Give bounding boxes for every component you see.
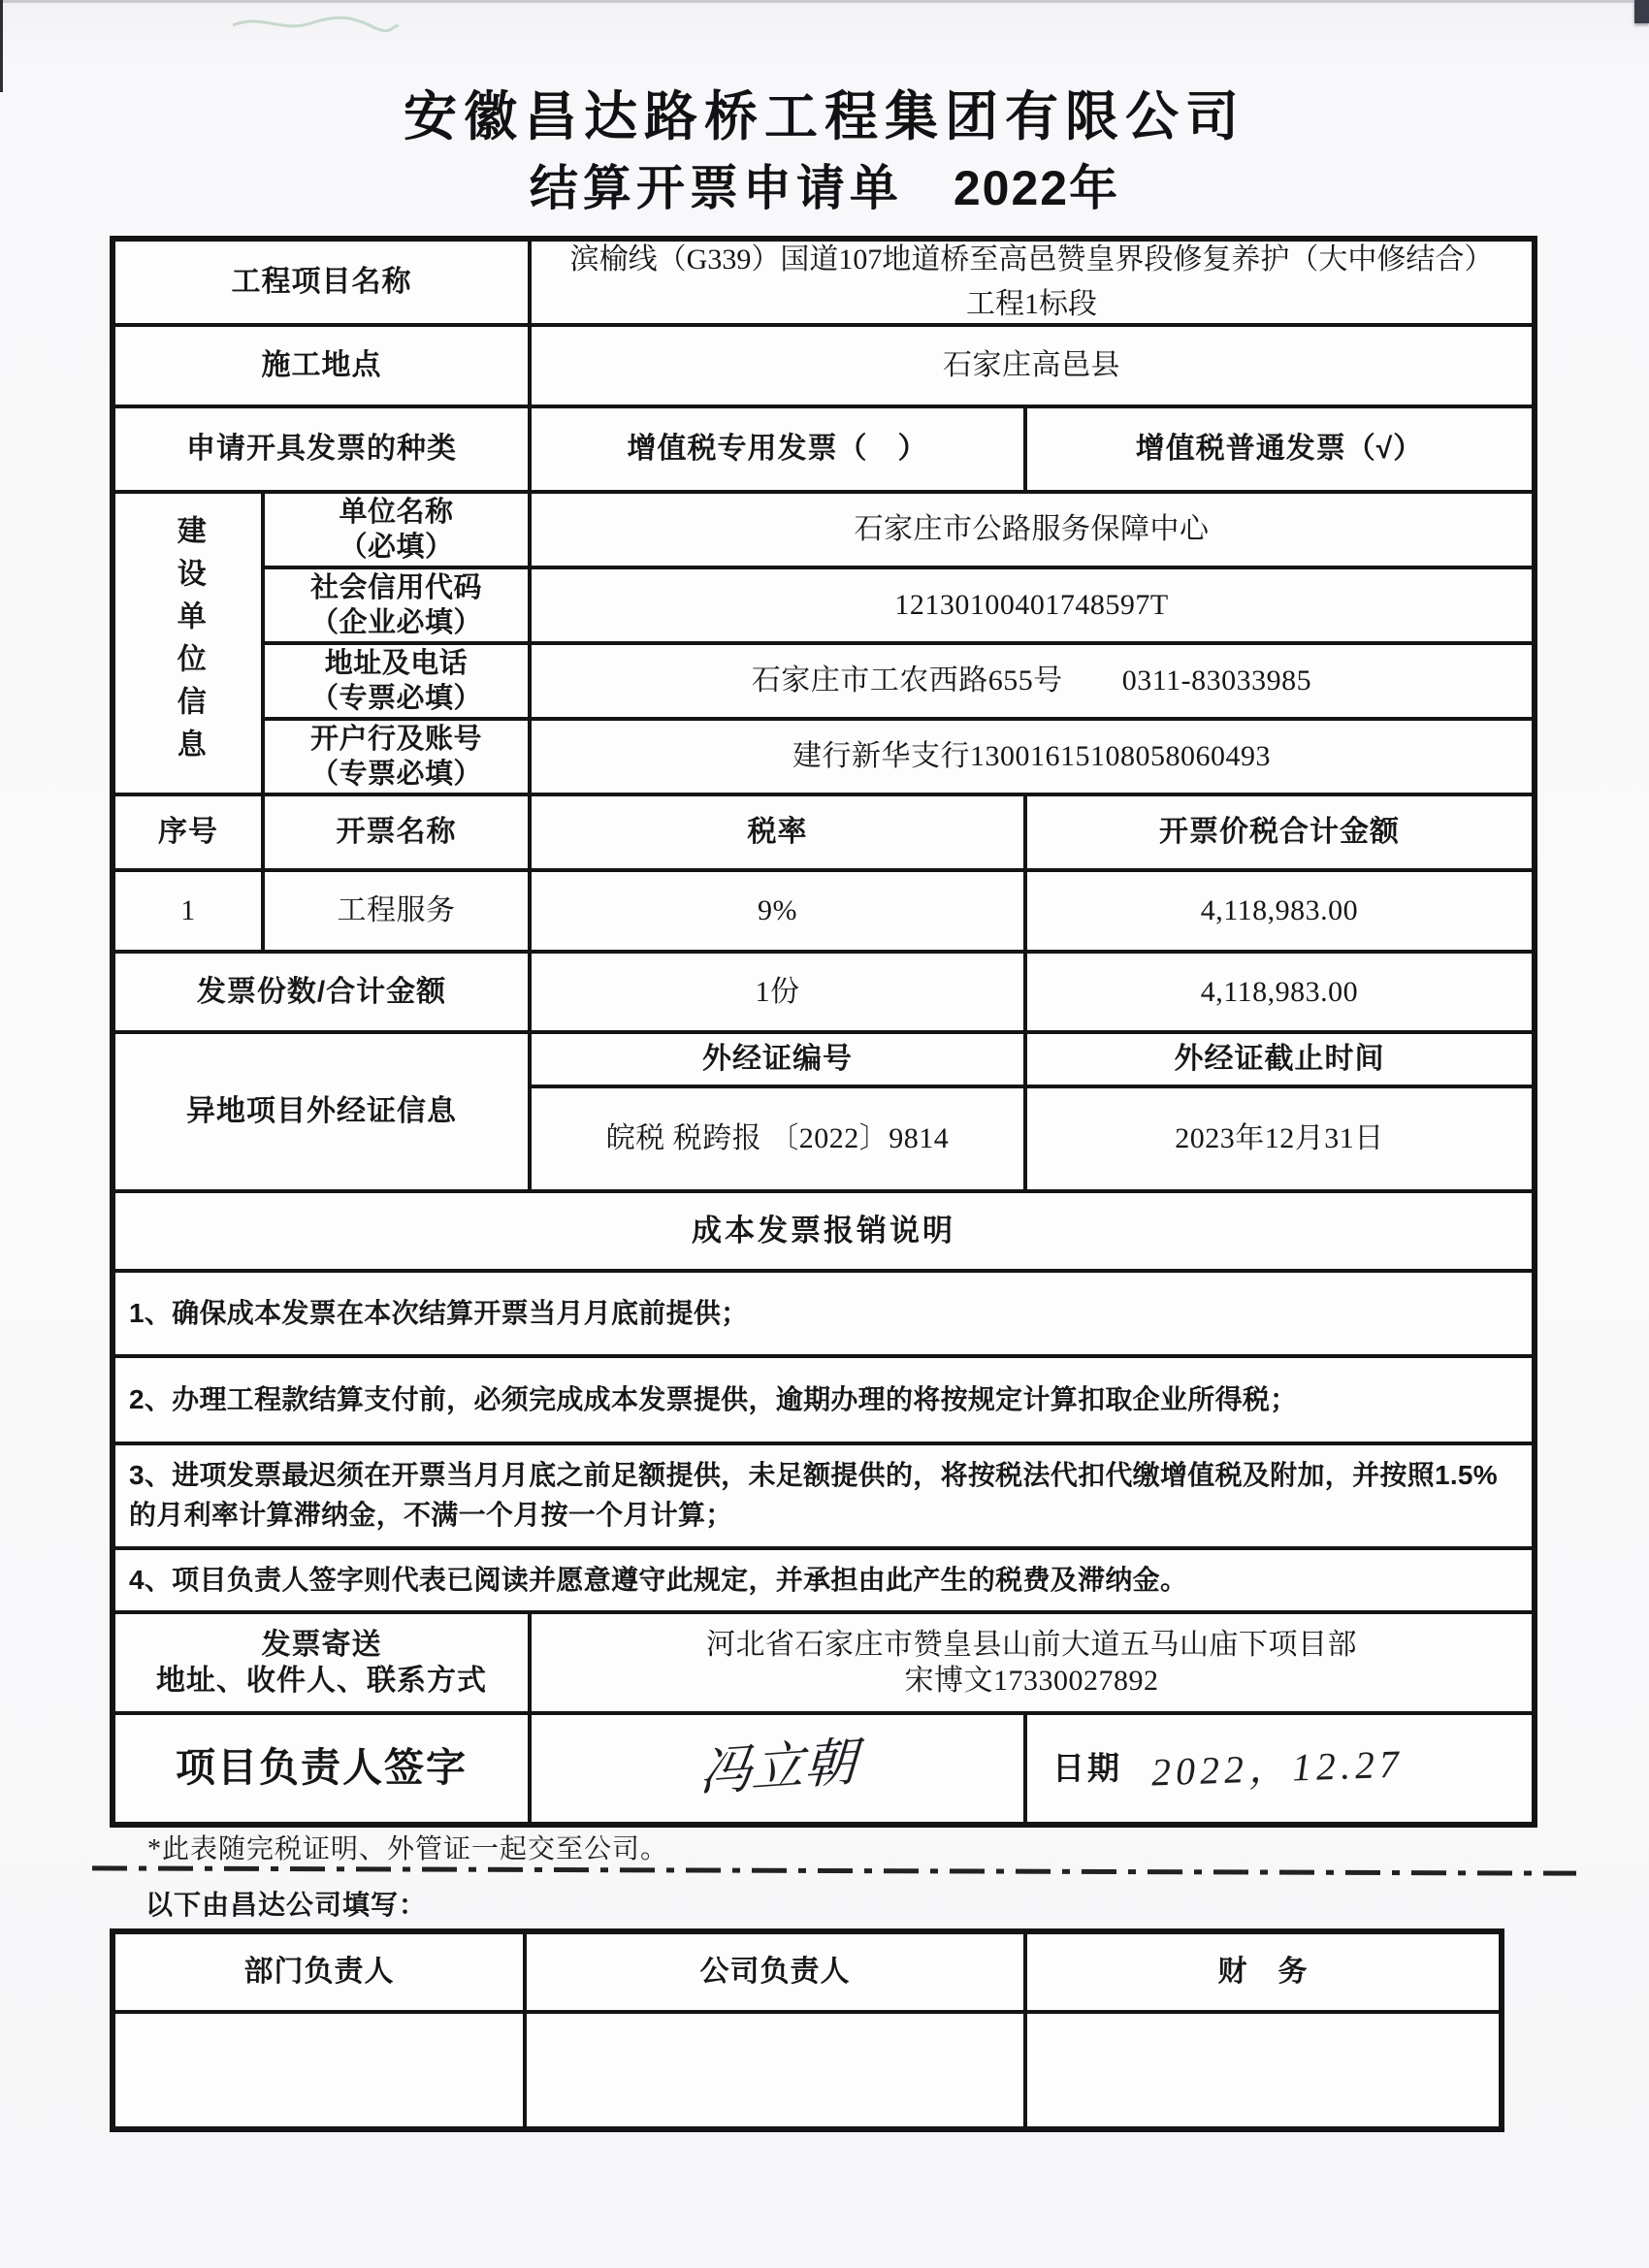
offsite-cert-deadline-header: 外经证截止时间 bbox=[1025, 1032, 1534, 1086]
owner-credit-code-label: 社会信用代码 （企业必填） bbox=[263, 567, 530, 643]
dashed-separator-line bbox=[92, 1865, 1576, 1875]
invoice-type-label: 申请开具发票的种类 bbox=[113, 406, 530, 492]
offsite-cert-section-label: 异地项目外经证信息 bbox=[113, 1032, 530, 1191]
location-label: 施工地点 bbox=[113, 325, 530, 406]
approval-cell-finance-empty bbox=[1025, 2012, 1501, 2128]
owner-unit-name-label: 单位名称 （必填） bbox=[263, 492, 530, 567]
cost-invoice-notes-title: 成本发票报销说明 bbox=[113, 1191, 1534, 1271]
mailing-info-label: 发票寄送 地址、收件人、联系方式 bbox=[113, 1612, 530, 1713]
form-title bbox=[0, 149, 1649, 219]
approval-cell-company-manager-empty bbox=[525, 2012, 1025, 2128]
billing-header-name: 开票名称 bbox=[263, 794, 530, 870]
invoice-application-table bbox=[110, 236, 1537, 1828]
scan-top-edge bbox=[0, 0, 1649, 3]
billing-header-no: 序号 bbox=[113, 794, 263, 870]
scan-squiggle-mark bbox=[228, 6, 403, 39]
location-value: 石家庄高邑县 bbox=[530, 325, 1534, 406]
billing-header-amount: 开票价税合计金额 bbox=[1025, 794, 1534, 870]
note-item-1: 1、确保成本发票在本次结算开票当月月底前提供； bbox=[113, 1271, 1534, 1356]
offsite-cert-number-header: 外经证编号 bbox=[530, 1032, 1025, 1086]
note-item-4: 4、项目负责人签字则代表已阅读并愿意遵守此规定，并承担由此产生的税费及滞纳金。 bbox=[113, 1548, 1534, 1612]
invoice-type-general-option-checked: 增值税普通发票（√） bbox=[1025, 406, 1534, 492]
billing-row-rate: 9% bbox=[530, 870, 1025, 952]
invoice-total-amount-value: 4,118,983.00 bbox=[1025, 952, 1534, 1032]
owner-section-vertical-label: 建设单位信息 bbox=[113, 492, 263, 794]
owner-unit-name-value: 石家庄市公路服务保障中心 bbox=[530, 492, 1534, 567]
approval-table bbox=[110, 1928, 1504, 2132]
form-title-text: 结算开票申请单 bbox=[529, 161, 903, 215]
owner-bank-account-label: 开户行及账号 （专票必填） bbox=[263, 719, 530, 794]
offsite-cert-number-value: 皖税 税跨报 〔2022〕9814 bbox=[530, 1086, 1025, 1191]
owner-bank-account-value: 建行新华支行13001615108058060493 bbox=[530, 719, 1534, 794]
project-manager-signature: 冯立朝 bbox=[530, 1713, 1025, 1824]
billing-row-amount: 4,118,983.00 bbox=[1025, 870, 1534, 952]
invoice-count-value: 1份 bbox=[530, 952, 1025, 1032]
project-name-value: 滨榆线（G339）国道107地道桥至高邑赞皇界段修复养护（大中修结合）工程1标段 bbox=[530, 240, 1534, 325]
invoice-count-total-label: 发票份数/合计金额 bbox=[113, 952, 530, 1032]
billing-row-no: 1 bbox=[113, 870, 263, 952]
company-fill-intro: 以下由昌达公司填写： bbox=[146, 1890, 428, 1920]
mailing-info-value: 河北省石家庄市赞皇县山前大道五马山庙下项目部 宋博文17330027892 bbox=[530, 1612, 1534, 1713]
date-value-handwritten: 2022，12.27 bbox=[1150, 1741, 1405, 1795]
project-name-label: 工程项目名称 bbox=[113, 240, 530, 325]
approval-header-company-manager: 公司负责人 bbox=[525, 1932, 1025, 2012]
company-title: 安徽昌达路桥工程集团有限公司 bbox=[403, 86, 1245, 146]
billing-header-rate: 税率 bbox=[530, 794, 1025, 870]
approval-header-department-manager: 部门负责人 bbox=[113, 1932, 525, 2012]
footnote: *此表随完税证明、外管证一起交至公司。 bbox=[147, 1834, 669, 1864]
billing-row-name: 工程服务 bbox=[263, 870, 530, 952]
owner-address-phone-label: 地址及电话 （专票必填） bbox=[263, 643, 530, 719]
note-item-2: 2、办理工程款结算支付前，必须完成成本发票提供，逾期办理的将按规定计算扣取企业所得税； bbox=[113, 1356, 1534, 1443]
project-manager-signature-label: 项目负责人签字 bbox=[113, 1713, 530, 1824]
scan-corner-mark bbox=[1634, 0, 1649, 23]
approval-cell-department-manager-empty bbox=[113, 2012, 525, 2128]
invoice-type-special-option: 增值税专用发票（ ） bbox=[530, 406, 1025, 492]
owner-address-phone-value: 石家庄市工农西路655号 0311-83033985 bbox=[530, 643, 1534, 719]
owner-credit-code-value: 12130100401748597T bbox=[530, 567, 1534, 643]
approval-header-finance: 财 务 bbox=[1025, 1932, 1501, 2012]
form-title-year: 2022年 bbox=[953, 161, 1120, 215]
note-item-3: 3、进项发票最迟须在开票当月月底之前足额提供，未足额提供的，将按税法代扣代缴增值税及附加，并按照1.5%的月利率计算滞纳金，不满一个月按一个月计算； bbox=[113, 1443, 1534, 1548]
offsite-cert-deadline-value: 2023年12月31日 bbox=[1025, 1086, 1534, 1191]
signature-date-cell bbox=[1025, 1713, 1534, 1824]
date-label: 日期 bbox=[1052, 1750, 1122, 1787]
